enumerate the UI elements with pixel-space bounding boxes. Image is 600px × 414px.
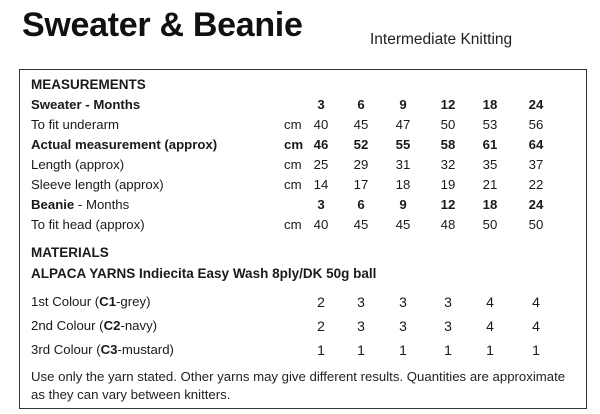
ball-quantity: 1: [399, 342, 407, 358]
measurement-value: 52: [353, 137, 369, 152]
ball-quantity: 2: [317, 294, 325, 310]
measurement-value: 14: [313, 177, 329, 192]
measurement-label: Actual measurement (approx): [31, 137, 218, 152]
measurement-value: 45: [395, 217, 411, 232]
measurement-label: Beanie - Months: [31, 197, 130, 212]
measurement-row: [31, 135, 576, 155]
colour-row: [31, 292, 576, 312]
measurement-value: 19: [440, 177, 456, 192]
yarn-description: ALPACA YARNS Indiecita Easy Wash 8ply/DK 50g ball: [31, 266, 377, 281]
ball-quantity: 1: [444, 342, 452, 358]
measurement-value: 32: [440, 157, 456, 172]
measurement-value: 50: [528, 217, 544, 232]
measurement-value: 12: [440, 97, 456, 112]
ball-quantity: 3: [399, 294, 407, 310]
measurement-value: 18: [482, 97, 498, 112]
measurement-value: 6: [357, 97, 365, 112]
ball-quantity: 3: [357, 294, 365, 310]
page-title: Sweater & Beanie: [22, 6, 303, 44]
measurement-label: To fit head (approx): [31, 217, 145, 232]
measurement-value: 18: [395, 177, 411, 192]
measurement-unit: cm: [284, 117, 302, 132]
ball-quantity: 1: [357, 342, 365, 358]
measurement-value: 12: [440, 197, 456, 212]
measurement-value: 47: [395, 117, 411, 132]
measurement-value: 22: [528, 177, 544, 192]
ball-quantity: 3: [357, 318, 365, 334]
measurement-row: [31, 115, 576, 135]
ball-quantity: 3: [444, 294, 452, 310]
measurement-unit: cm: [284, 177, 302, 192]
materials-heading: MATERIALS: [31, 245, 109, 260]
ball-quantity: 1: [317, 342, 325, 358]
measurement-value: 3: [317, 197, 325, 212]
measurement-value: 29: [353, 157, 369, 172]
ball-quantity: 2: [317, 318, 325, 334]
measurement-row: [31, 195, 576, 215]
measurement-label: Sleeve length (approx): [31, 177, 164, 192]
measurement-value: 48: [440, 217, 456, 232]
ball-quantity: 1: [486, 342, 494, 358]
colour-row: [31, 316, 576, 336]
measurement-value: 55: [395, 137, 411, 152]
ball-quantity: 1: [532, 342, 540, 358]
page-subtitle: Intermediate Knitting: [370, 31, 513, 48]
ball-quantity: 4: [486, 294, 494, 310]
measurement-unit: cm: [284, 157, 302, 172]
measurement-value: 40: [313, 117, 329, 132]
measurement-value: 25: [313, 157, 329, 172]
measurement-value: 37: [528, 157, 544, 172]
measurement-value: 50: [440, 117, 456, 132]
measurement-label: Sweater - Months: [31, 97, 141, 112]
measurement-value: 45: [353, 117, 369, 132]
ball-quantity: 4: [532, 294, 540, 310]
colour-label: 1st Colour (C1-grey): [31, 294, 151, 309]
measurement-value: 58: [440, 137, 456, 152]
ball-quantity: 4: [486, 318, 494, 334]
measurement-value: 9: [399, 97, 407, 112]
colour-label: 2nd Colour (C2-navy): [31, 318, 158, 333]
measurement-value: 31: [395, 157, 411, 172]
measurement-label: To fit underarm: [31, 117, 119, 132]
measurement-value: 17: [353, 177, 369, 192]
measurement-label: Length (approx): [31, 157, 125, 172]
measurement-value: 6: [357, 197, 365, 212]
colour-label: 3rd Colour (C3-mustard): [31, 342, 174, 357]
colour-row: [31, 340, 576, 360]
measurement-row: [31, 155, 576, 175]
measurement-value: 35: [482, 157, 498, 172]
measurement-value: 40: [313, 217, 329, 232]
measurement-value: 3: [317, 97, 325, 112]
measurement-row: [31, 175, 576, 195]
measurement-value: 24: [528, 197, 544, 212]
measurement-value: 9: [399, 197, 407, 212]
measurement-value: 50: [482, 217, 498, 232]
measurement-unit: cm: [284, 217, 302, 232]
ball-quantity: 3: [399, 318, 407, 334]
measurement-value: 61: [482, 137, 498, 152]
measurement-row: [31, 95, 576, 115]
ball-quantity: 3: [444, 318, 452, 334]
measurement-value: 56: [528, 117, 544, 132]
measurement-value: 21: [482, 177, 498, 192]
measurement-value: 18: [482, 197, 498, 212]
measurement-value: 46: [313, 137, 329, 152]
measurement-value: 53: [482, 117, 498, 132]
measurement-value: 24: [528, 97, 544, 112]
yarn-note: Use only the yarn stated. Other yarns may give different results. Quantities are approximate as they can vary between knitters.: [31, 369, 566, 402]
ball-quantity: 4: [532, 318, 540, 334]
measurement-unit: cm: [284, 137, 304, 152]
measurements-heading: MEASUREMENTS: [31, 77, 146, 92]
measurement-row: [31, 215, 576, 235]
measurement-value: 64: [528, 137, 544, 152]
measurement-value: 45: [353, 217, 369, 232]
